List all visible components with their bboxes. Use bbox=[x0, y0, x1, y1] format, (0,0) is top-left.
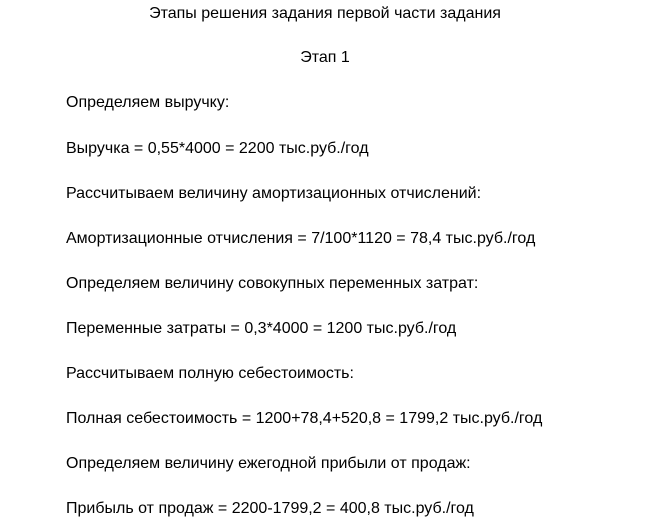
step-profit-formula: Прибыль от продаж = 2200-1799,2 = 400,8 тыс.руб./год bbox=[66, 500, 474, 517]
step-variable-costs-formula: Переменные затраты = 0,3*4000 = 1200 тыс.руб./год bbox=[66, 320, 457, 337]
step-variable-costs-label: Определяем величину совокупных переменных затрат: bbox=[66, 275, 479, 292]
step-revenue-label: Определяем выручку: bbox=[66, 94, 230, 111]
step-full-cost-label: Рассчитываем полную себестоимость: bbox=[66, 365, 354, 382]
step-profit-label: Определяем величину ежегодной прибыли от продаж: bbox=[66, 455, 471, 472]
document-title: Этапы решения задания первой части задания bbox=[149, 5, 501, 22]
stage-heading: Этап 1 bbox=[300, 49, 350, 66]
step-depreciation-formula: Амортизационные отчисления = 7/100*1120 = 78,4 тыс.руб./год bbox=[66, 230, 536, 247]
step-full-cost-formula: Полная себестоимость = 1200+78,4+520,8 = 1799,2 тыс.руб./год bbox=[66, 410, 543, 427]
step-depreciation-label: Рассчитываем величину амортизационных отчислений: bbox=[66, 185, 482, 202]
step-revenue-formula: Выручка = 0,55*4000 = 2200 тыс.руб./год bbox=[66, 140, 369, 157]
